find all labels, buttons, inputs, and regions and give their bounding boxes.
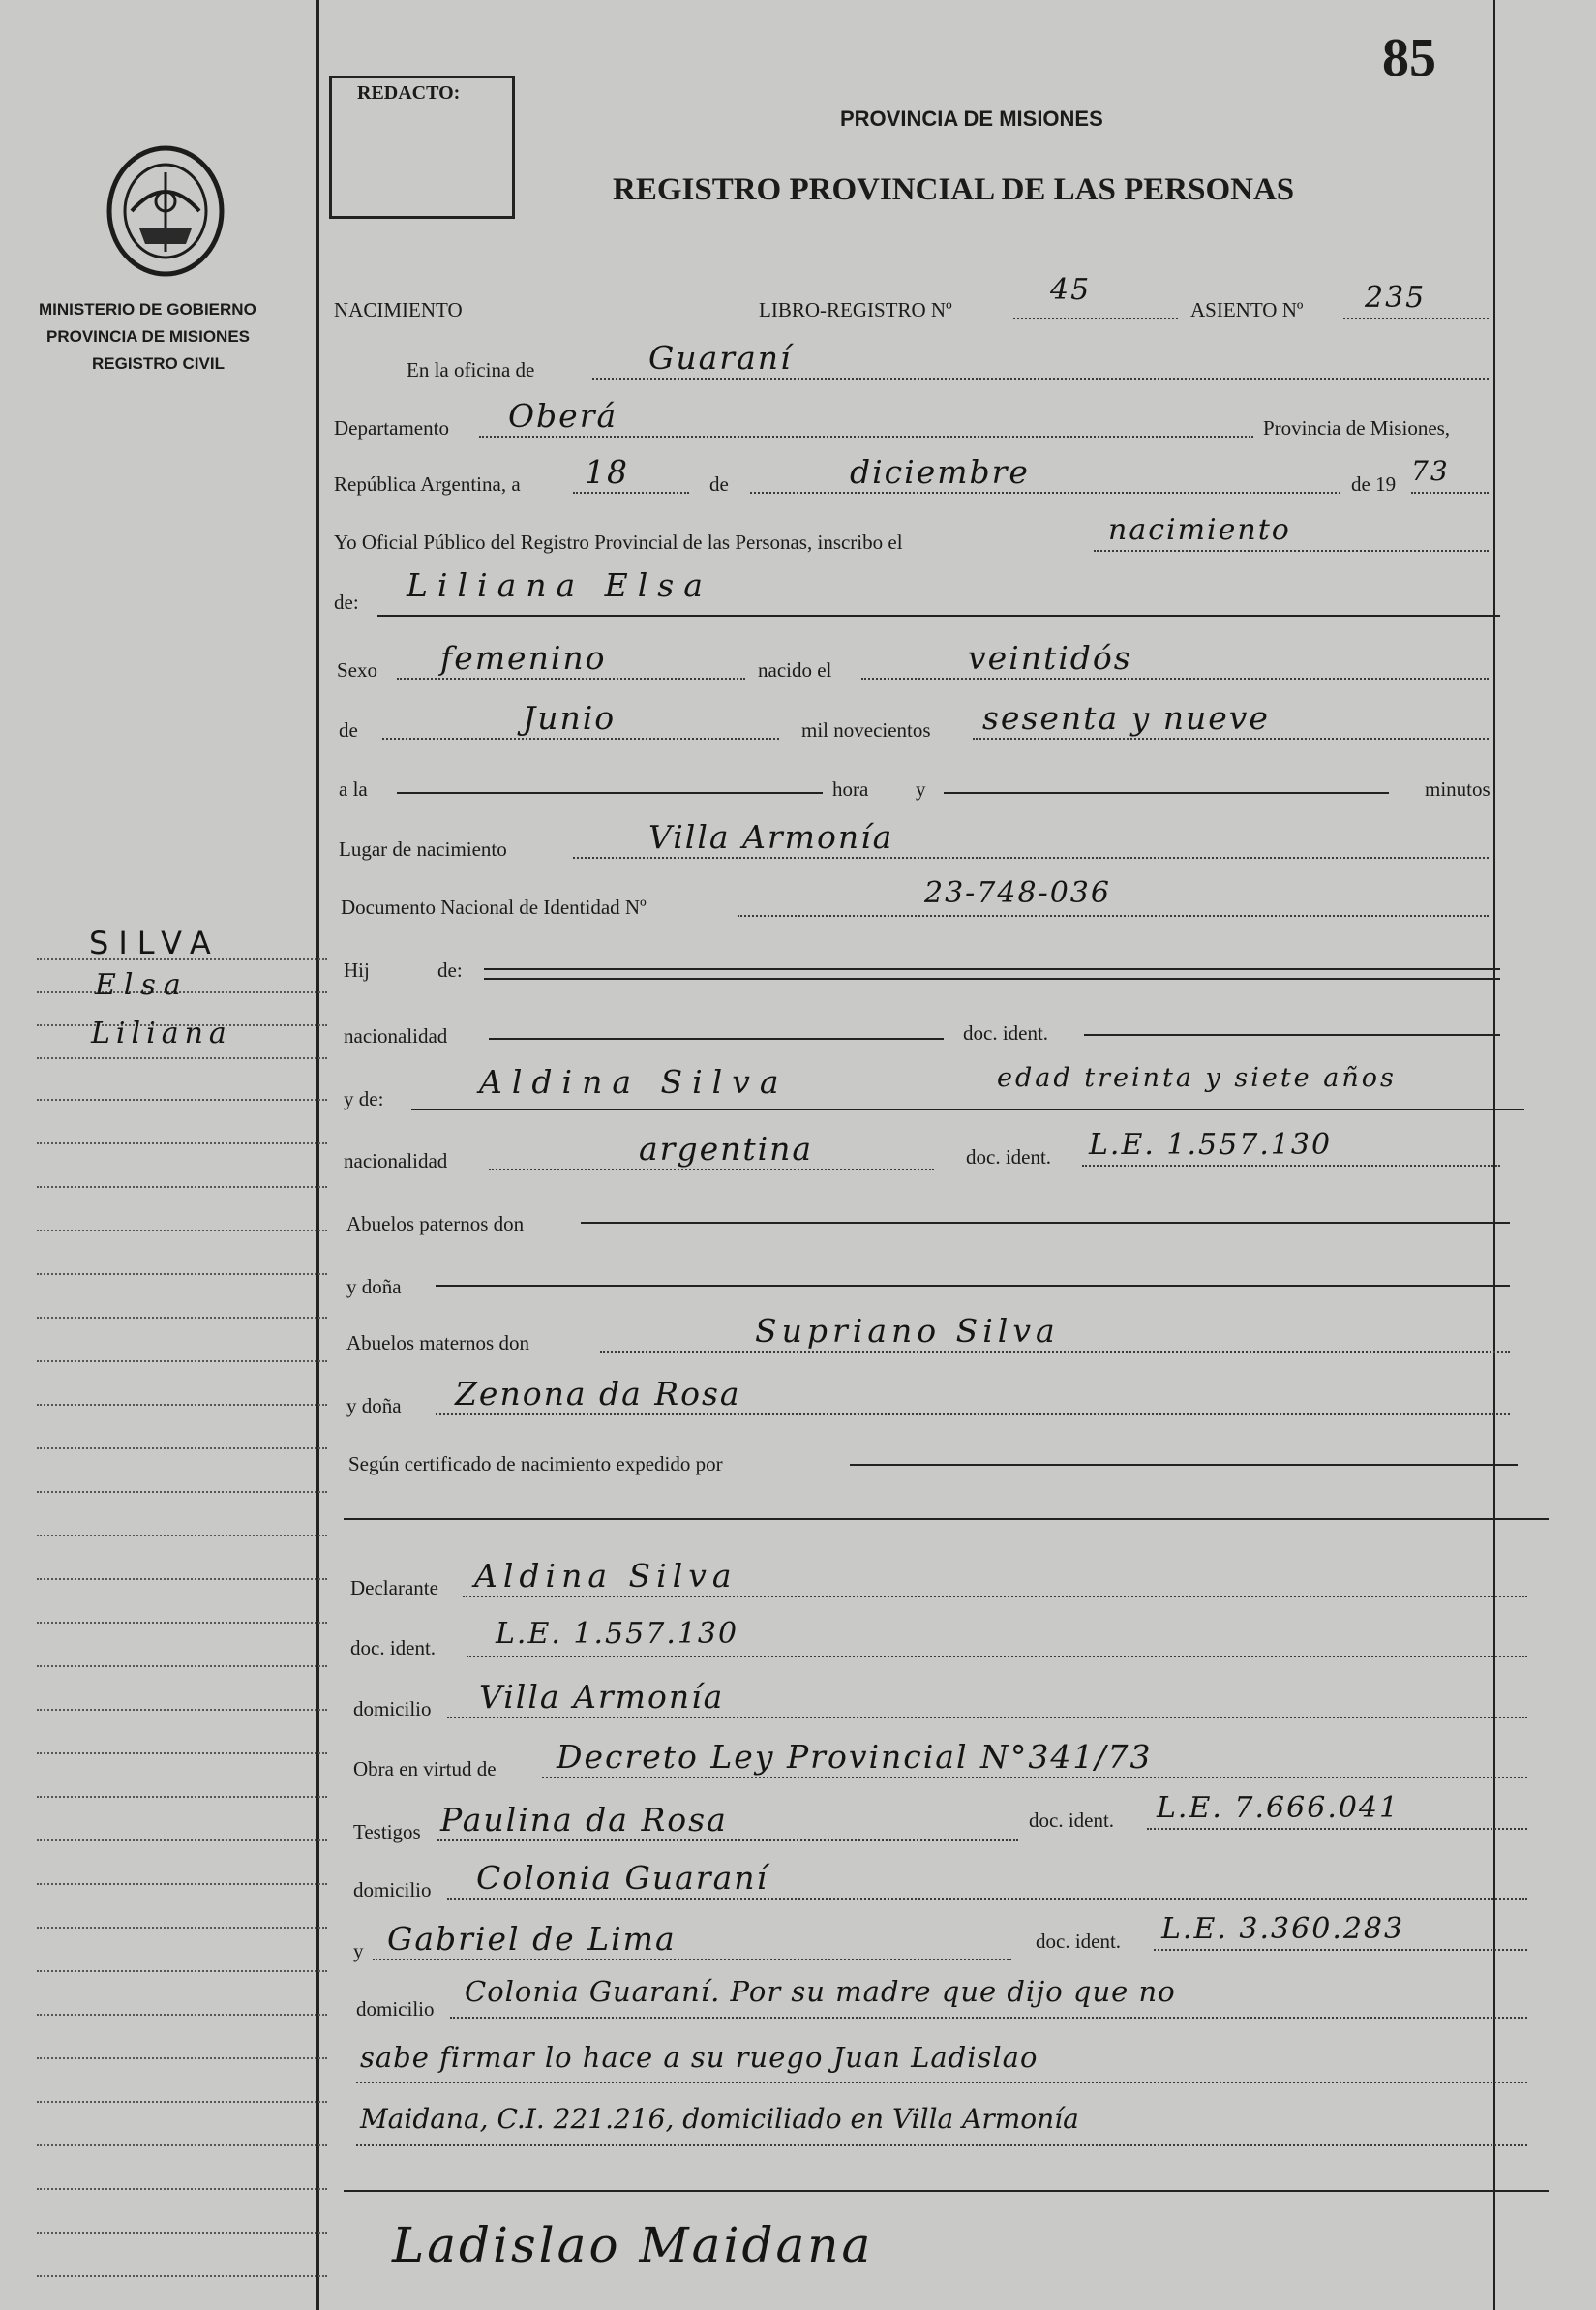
margin-row-line <box>37 1404 327 1406</box>
page-number: 85 <box>1382 28 1436 88</box>
margin-note-name: Liliana <box>91 1017 232 1050</box>
minutos-label: minutos <box>1425 777 1491 801</box>
lugar-line <box>573 857 1489 859</box>
ab-pat-line <box>581 1222 1510 1224</box>
margin-row-line <box>37 1796 327 1798</box>
hij-label: Hij <box>344 958 370 982</box>
testigo1-line <box>437 1839 1018 1841</box>
oficina-value: Guaraní <box>648 339 793 377</box>
month-value: diciembre <box>850 453 1030 491</box>
libro-label: LIBRO-REGISTRO Nº <box>759 298 952 321</box>
inscribo-value: nacimiento <box>1108 513 1291 547</box>
margin-row-line <box>37 1317 327 1319</box>
declarante-label: Declarante <box>350 1576 438 1599</box>
testigos-label: Testigos <box>353 1820 421 1843</box>
father-nacionalidad-label: nacionalidad <box>344 1024 448 1048</box>
sexo-value: femenino <box>440 639 607 677</box>
registry-seal-icon <box>105 143 226 279</box>
nacido-line <box>861 678 1489 680</box>
birth-month-line <box>382 738 779 740</box>
departamento-value: Oberá <box>508 397 618 435</box>
testigo2-dom-label: domicilio <box>356 1997 435 2021</box>
name-value: Liliana Elsa <box>407 566 712 604</box>
de-name-label: de: <box>334 591 359 614</box>
de19-label: de 19 <box>1351 472 1397 496</box>
margin-row-line <box>37 1447 327 1449</box>
day-line <box>573 492 689 494</box>
ab-pat-dona-line <box>436 1285 1510 1287</box>
testigo2-dom-line3: Maidana, C.I. 221.216, domiciliado en Villa Armonía <box>360 2103 1079 2135</box>
lugar-label: Lugar de nacimiento <box>339 837 507 861</box>
testigo1-dom-line <box>447 1898 1527 1900</box>
nacimiento-label: NACIMIENTO <box>334 298 463 321</box>
margin-row-line <box>37 2014 327 2016</box>
margin-row-line <box>37 1099 327 1101</box>
registry-heading: REGISTRO PROVINCIAL DE LAS PERSONAS <box>613 172 1295 207</box>
a-la-label: a la <box>339 777 368 801</box>
note-line <box>356 2082 1527 2083</box>
segun-label: Según certificado de nacimiento expedido por <box>348 1452 723 1475</box>
name-line <box>377 615 1500 617</box>
ab-mat-value: Supriano Silva <box>755 1312 1060 1350</box>
asiento-label: ASIENTO Nº <box>1190 298 1304 321</box>
declarante-doc-value: L.E. 1.557.130 <box>496 1617 739 1651</box>
testigo2-dom-line2: sabe firmar lo hace a su ruego Juan Ladislao <box>360 2041 1039 2074</box>
nacido-label: nacido el <box>758 658 832 682</box>
ab-mat-dona-label: y doña <box>346 1394 402 1417</box>
ab-mat-dona-value: Zenona da Rosa <box>455 1375 741 1413</box>
margin-province-label: PROVINCIA DE MISIONES <box>46 327 251 346</box>
testigo1-doc-value: L.E. 7.666.041 <box>1157 1791 1400 1825</box>
declarante-dom-line <box>447 1717 1527 1718</box>
mother-age-value: edad treinta y siete años <box>997 1063 1397 1093</box>
margin-row-line <box>37 1273 327 1275</box>
segun-line <box>850 1464 1518 1466</box>
obra-value: Decreto Ley Provincial N°341/73 <box>557 1738 1153 1776</box>
birth-year-line <box>973 738 1489 740</box>
margin-row-line <box>37 1622 327 1624</box>
minutos-line <box>944 792 1389 794</box>
mother-doc-value: L.E. 1.557.130 <box>1089 1128 1333 1162</box>
margin-row-line <box>37 1709 327 1711</box>
margin-row-line <box>37 1491 327 1493</box>
testigo1-doc-line <box>1147 1828 1527 1830</box>
asiento-line <box>1343 318 1489 319</box>
margin-row-line <box>37 2188 327 2190</box>
sexo-label: Sexo <box>337 658 377 682</box>
margin-row-line <box>37 1057 327 1059</box>
margin-row-line <box>37 2101 327 2103</box>
testigo2-dom-line1: Colonia Guaraní. Por su madre que dijo que no <box>465 1975 1176 2008</box>
ab-mat-label: Abuelos maternos don <box>346 1331 529 1354</box>
testigo2-doc-value: L.E. 3.360.283 <box>1161 1912 1405 1946</box>
hij-de-label: de: <box>437 958 463 982</box>
birth-year-value: sesenta y nueve <box>982 699 1270 737</box>
de-label: de <box>709 472 729 496</box>
ab-pat-label: Abuelos paternos don <box>346 1212 525 1235</box>
signature: Ladislao Maidana <box>392 2217 874 2273</box>
hora-label: hora <box>832 777 869 801</box>
margin-row-line <box>37 1578 327 1580</box>
declarante-line <box>463 1596 1527 1597</box>
day-value: 18 <box>585 453 629 491</box>
departamento-label: Departamento <box>334 416 449 440</box>
mother-doc-label: doc. ident. <box>966 1145 1052 1169</box>
asiento-value: 235 <box>1365 281 1427 315</box>
testigo2-line <box>373 1959 1011 1960</box>
margin-row-line <box>37 1535 327 1536</box>
margin-note-name: Elsa <box>95 968 189 1002</box>
margin-divider-line <box>316 0 319 2310</box>
note-line <box>356 2144 1527 2146</box>
oficina-label: En la oficina de <box>407 358 535 381</box>
departamento-line <box>479 436 1253 438</box>
inscribo-line <box>1094 550 1489 552</box>
provincia-label: Provincia de Misiones, <box>1263 416 1451 440</box>
declarante-doc-label: doc. ident. <box>350 1636 437 1659</box>
margin-row-line <box>37 2232 327 2234</box>
margin-row-line <box>37 2144 327 2146</box>
ab-mat-dona-line <box>436 1413 1510 1415</box>
section-divider-line <box>344 1518 1549 1520</box>
y-de-label: y de: <box>344 1087 384 1110</box>
dni-label: Documento Nacional de Identidad Nº <box>341 896 647 919</box>
lugar-value: Villa Armonía <box>648 818 894 856</box>
margin-row-line <box>37 1752 327 1754</box>
margin-row-line <box>37 1927 327 1929</box>
margin-row-line <box>37 1970 327 1972</box>
ab-pat-dona-label: y doña <box>346 1275 402 1298</box>
yo-oficial-label: Yo Oficial Público del Registro Provincial de las Personas, inscribo el <box>334 531 903 554</box>
declarante-value: Aldina Silva <box>474 1557 738 1595</box>
father-nat-line <box>489 1038 944 1040</box>
ab-mat-line <box>600 1351 1510 1353</box>
testigo2-doc-line <box>1154 1949 1527 1951</box>
testigo2-y-label: y <box>353 1939 364 1962</box>
declarante-dom-value: Villa Armonía <box>479 1678 725 1716</box>
father-doc-label: doc. ident. <box>963 1021 1049 1045</box>
declarante-doc-line <box>467 1656 1527 1657</box>
mother-nacionalidad-label: nacionalidad <box>344 1149 448 1172</box>
province-heading: PROVINCIA DE MISIONES <box>840 106 1103 131</box>
margin-row-line <box>37 1839 327 1841</box>
dni-value: 23-748-036 <box>924 876 1111 910</box>
testigo2-dom-line <box>450 2017 1527 2019</box>
margin-row-line <box>37 1142 327 1144</box>
margin-row-line <box>37 1230 327 1231</box>
declarante-dom-label: domicilio <box>353 1697 432 1720</box>
oficina-line <box>592 378 1489 380</box>
mother-nat-line <box>489 1169 934 1170</box>
father-line <box>484 968 1500 970</box>
republica-label: República Argentina, a <box>334 472 521 496</box>
margin-ministry-label: MINISTERIO DE GOBIERNO <box>39 300 256 319</box>
mil-label: mil novecientos <box>801 718 931 742</box>
father-line <box>484 978 1500 980</box>
mother-nat-value: argentina <box>639 1130 814 1168</box>
margin-row-line <box>37 1883 327 1885</box>
testigo2-doc-label: doc. ident. <box>1036 1930 1122 1953</box>
redacto-box <box>329 76 515 219</box>
mother-line <box>411 1109 1524 1110</box>
libro-line <box>1013 318 1178 319</box>
obra-line <box>542 1777 1527 1778</box>
de-month-label: de <box>339 718 358 742</box>
month-line <box>750 492 1340 494</box>
dni-line <box>738 915 1489 917</box>
obra-label: Obra en virtud de <box>353 1757 497 1780</box>
hora-line <box>397 792 823 794</box>
margin-row-line <box>37 1665 327 1667</box>
testigo1-doc-label: doc. ident. <box>1029 1808 1115 1832</box>
testigo2-value: Gabriel de Lima <box>387 1920 677 1958</box>
margin-note-surname: SILVA <box>89 925 221 961</box>
father-doc-line <box>1084 1034 1500 1036</box>
margin-registry-label: REGISTRO CIVIL <box>92 354 225 373</box>
section-divider-line <box>344 2190 1549 2192</box>
y-label: y <box>916 777 926 801</box>
nacido-value: veintidós <box>968 639 1132 677</box>
mother-doc-line <box>1082 1165 1500 1167</box>
margin-row-line <box>37 2057 327 2059</box>
right-border-line <box>1493 0 1495 2310</box>
redacto-label: REDACTO: <box>357 82 461 104</box>
testigo1-dom-label: domicilio <box>353 1878 432 1901</box>
sexo-line <box>397 678 745 680</box>
year-line <box>1411 492 1489 494</box>
libro-value: 45 <box>1050 273 1092 307</box>
margin-row-line <box>37 1186 327 1188</box>
margin-row-line <box>37 1360 327 1362</box>
birth-month-value: Junio <box>523 699 617 737</box>
testigo1-value: Paulina da Rosa <box>440 1801 728 1839</box>
margin-row-line <box>37 2275 327 2277</box>
testigo1-dom-value: Colonia Guaraní <box>476 1859 769 1897</box>
mother-value: Aldina Silva <box>479 1063 789 1101</box>
year-value: 73 <box>1411 455 1450 487</box>
